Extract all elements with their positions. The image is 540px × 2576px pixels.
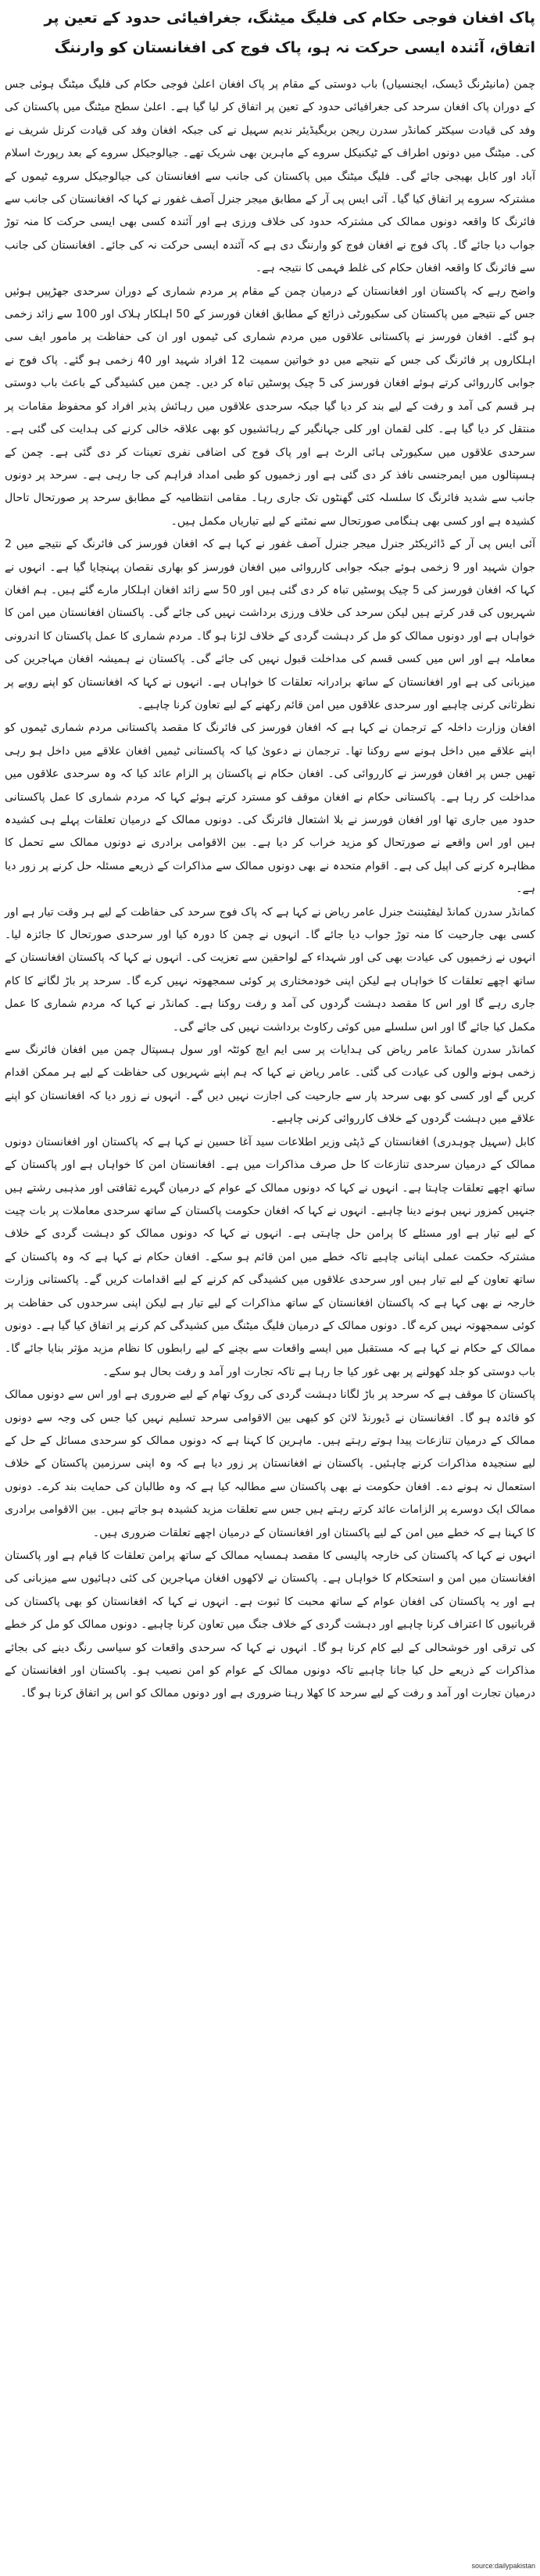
article-paragraph: واضح رہے کہ پاکستان اور افغانستان کے درمیان چمن کے مقام پر مردم شماری کے دوران سرحدی جھڑپیں ہوئیں جس کے نتیجے میں پاکستان کی سکیورٹی ذرائع کے مطابق افغان فورسز کے 50 اہلکار ہلاک اور 100 سے زائد زخمی ہو گئے۔ افغان فورسز نے پاکستانی علاقوں میں مردم شماری کی ٹیموں اور ان کی حفاظت پر مامور ایف سی اہلکاروں پر فائرنگ کی جس کے نتیجے میں دو خواتین سمیت 12 افراد شہید اور 40 زخمی ہو گئے۔ پاک فوج نے جوابی کارروائی کرتے ہوئے افغان فورسز کی 5 چیک پوسٹیں تباہ کر دیں۔ چمن میں کشیدگی کے باعث باب دوستی ہر قسم کی آمد و رفت کے لیے بند کر دیا گیا جبکہ سرحدی علاقوں میں رہائش پذیر افراد کو محفوظ مقامات پر منتقل کر دیا گیا ہے۔ کلی لقمان اور کلی جہانگیر کے رہائشیوں کو بھی علاقہ خالی کرنے کی ہدایت کی گئی ہے۔ سرحدی علاقوں میں سکیورٹی ہائی الرٹ ہے اور پاک فوج کی اضافی نفری تعینات کر دی گئی ہے۔ چمن کے ہسپتالوں میں ایمرجنسی نافذ کر دی گئی ہے اور زخمیوں کو طبی امداد فراہم کی جا رہی ہے۔ سرحد پر دونوں جانب سے شدید فائرنگ کا سلسلہ کئی گھنٹوں تک جاری رہا۔ مقامی انتظامیہ کے مطابق سرحد پر صورتحال تاحال کشیدہ ہے اور کسی بھی ہنگامی صورتحال سے نمٹنے کے لیے تیاریاں مکمل ہیں۔ bbox=[5, 285, 536, 528]
article-paragraph: پاکستان کا موقف ہے کہ سرحد پر باڑ لگانا دہشت گردی کی روک تھام کے لیے ضروری ہے اور اس سے دونوں ممالک کو فائدہ ہو گا۔ افغانستان نے ڈیورنڈ لائن کو کبھی بین الاقوامی سرحد تسلیم نہیں کیا جس کی وجہ سے دونوں ممالک کے درمیان تنازعات پیدا ہوتے رہتے ہیں۔ ماہرین کا کہنا ہے کہ دونوں ممالک کو سرحدی مسائل کے حل کے لیے سنجیدہ مذاکرات کرنے چاہئیں۔ پاکستان نے افغانستان پر زور دیا ہے کہ وہ اپنی سرزمین پاکستان کے خلاف استعمال نہ ہونے دے۔ افغان حکومت نے بھی پاکستان سے مطالبہ کیا ہے کہ وہ طالبان کی حمایت بند کرے۔ دونوں ممالک ایک دوسرے پر الزامات عائد کرتے رہتے ہیں جس سے تعلقات مزید کشیدہ ہو جاتے ہیں۔ بین الاقوامی برادری کا کہنا ہے کہ خطے میں امن کے لیے پاکستان اور افغانستان کے درمیان اچھے تعلقات ضروری ہیں۔ bbox=[5, 1388, 535, 1539]
source-credit: source:dailypakistan bbox=[471, 2562, 535, 2570]
article-headline: پاک افغان فوجی حکام کی فلیگ میٹنگ، جغرافیائی حدود کے تعین پر اتفاق، آئندہ ایسی حرکت نہ ہو، پاک فوج کی افغانستان کو وارننگ bbox=[44, 9, 535, 56]
article-body bbox=[5, 73, 535, 1706]
article-paragraph: انہوں نے کہا کہ پاکستان کی خارجہ پالیسی کا مقصد ہمسایہ ممالک کے ساتھ پرامن تعلقات کا قیام ہے اور پاکستان افغانستان میں امن و استحکام کا خواہاں ہے۔ پاکستان نے لاکھوں افغان مہاجرین کی کئی دہائیوں سے میزبانی کی ہے اور یہ پاکستان کی افغان عوام کے ساتھ محبت کا ثبوت ہے۔ انہوں نے کہا کہ افغانستان کو بھی پاکستان کی قربانیوں کا اعتراف کرنا چاہیے اور دہشت گردی کے خلاف جنگ میں تعاون کرنا چاہیے۔ دونوں ممالک کو مل کر خطے کی ترقی اور خوشحالی کے لیے کام کرنا ہو گا۔ انہوں نے کہا کہ سرحدی واقعات کو سیاسی رنگ دینے کی بجائے مذاکرات کے ذریعے حل کیا جانا چاہیے تاکہ دونوں ممالک کے عوام کو امن نصیب ہو۔ پاکستان اور افغانستان کے درمیان تجارت اور آمد و رفت کے لیے سرحد کا کھلا رہنا ضروری ہے اور دونوں ممالک کو اس پر اتفاق کرنا ہو گا۔ bbox=[5, 1550, 535, 1700]
article-paragraph: افغان وزارت داخلہ کے ترجمان نے کہا ہے کہ افغان فورسز کی فائرنگ کا مقصد پاکستانی مردم شماری ٹیموں کو اپنے علاقے میں داخل ہونے سے روکنا تھا۔ ترجمان نے دعویٰ کیا کہ پاکستانی ٹیمیں افغان علاقے میں داخل ہو رہی تھیں جس پر افغان فورسز نے کارروائی کی۔ افغان حکام نے پاکستان پر الزام عائد کیا کہ وہ سرحدی علاقوں میں مداخلت کر رہا ہے۔ پاکستانی حکام نے افغان موقف کو مسترد کرتے ہوئے کہا کہ مردم شماری کا عمل پاکستانی حدود میں جاری تھا اور افغان فورسز نے بلا اشتعال فائرنگ کی۔ دونوں ممالک کے درمیان تعلقات پہلے ہی کشیدہ ہیں اور اس واقعے نے صورتحال کو مزید خراب کر دیا ہے۔ بین الاقوامی برادری نے دونوں ممالک سے تحمل کا مظاہرہ کرنے کی اپیل کی ہے۔ اقوام متحدہ نے بھی دونوں ممالک سے مذاکرات کے ذریعے مسئلہ حل کرنے پر زور دیا ہے۔ bbox=[5, 722, 535, 896]
article-paragraph: چمن (مانیٹرنگ ڈیسک، ایجنسیاں) باب دوستی کے مقام پر پاک افغان اعلیٰ فوجی حکام کی فلیگ میٹنگ ہوئی جس کے دوران پاک افغان سرحد کی جغرافیائی حدود کے تعین پر اتفاق کر لیا گیا ہے۔ اعلیٰ سطح میٹنگ میں پاکستان کی وفد کی قیادت سیکٹر کمانڈر سدرن ریجن بریگیڈیئر ندیم سہیل نے کی جبکہ افغان وفد کی قیادت کرنل شریف نے کی۔ میٹنگ میں دونوں اطراف کے ٹیکنیکل سروے کے ماہرین بھی شریک تھے۔ جیالوجیکل سروے کے بعد رپورٹ اسلام آباد اور کابل بھیجی جائے گی۔ فلیگ میٹنگ میں پاکستان کی جانب سے افغانستان کی جیالوجیکل سروے ٹیموں کے مشترکہ سروے پر اتفاق کیا گیا۔ آئی ایس پی آر کے مطابق میجر جنرل آصف غفور نے کہا کہ افغانستان کی جانب سے فائرنگ کا واقعہ دونوں ممالک کی مشترکہ حدود کی خلاف ورزی ہے اور آئندہ کسی بھی ایسی حرکت کا منہ توڑ جواب دیا جائے گا۔ پاک فوج نے افغان فوج کو وارننگ دی ہے کہ آئندہ ایسی حرکت نہ کی جائے۔ افغانستان کی جانب سے فائرنگ کا واقعہ افغان حکام کی غلط فہمی کا نتیجہ ہے۔ bbox=[5, 78, 535, 275]
article-paragraph: کمانڈر سدرن کمانڈ لیفٹیننٹ جنرل عامر ریاض نے کہا ہے کہ پاک فوج سرحد کی حفاظت کے لیے ہر وقت تیار ہے اور کسی بھی جارحیت کا منہ توڑ جواب دیا جائے گا۔ انہوں نے چمن کا دورہ کیا اور سرحدی صورتحال کا جائزہ لیا۔ انہوں نے زخمیوں کی عیادت بھی کی اور شہداء کے لواحقین سے تعزیت کی۔ انہوں نے کہا کہ پاکستان افغانستان کے ساتھ اچھے تعلقات کا خواہاں ہے لیکن اپنی خودمختاری پر کوئی سمجھوتہ نہیں کرے گا۔ سرحد پر باڑ لگانے کا کام جاری رہے گا اور اس کا مقصد دہشت گردوں کی آمد و رفت روکنا ہے۔ کمانڈر نے کہا کہ مردم شماری کا عمل مکمل کیا جائے گا اور اس سلسلے میں کوئی رکاوٹ برداشت نہیں کی جائے گی۔ bbox=[5, 905, 535, 1034]
article-paragraph: کابل (سہیل چوہدری) افغانستان کے ڈپٹی وزیر اطلاعات سید آغا حسین نے کہا ہے کہ پاکستان اور افغانستان دونوں ممالک کے درمیان سرحدی تنازعات کا حل صرف مذاکرات میں ہے۔ افغانستان امن کا خواہاں ہے اور پاکستان کے ساتھ اچھے تعلقات چاہتا ہے۔ انہوں نے کہا کہ دونوں ممالک کے عوام کے درمیان گہرے ثقافتی اور مذہبی رشتے ہیں جنہیں کمزور نہیں ہونے دینا چاہیے۔ انہوں نے کہا کہ افغان حکومت پاکستان کے ساتھ سرحدی معاملات پر بات چیت کے لیے تیار ہے اور مسئلے کا پرامن حل چاہتی ہے۔ انہوں نے کہا کہ دونوں ممالک کو دہشت گردی کے خلاف مشترکہ حکمت عملی اپنانی چاہیے تاکہ خطے میں امن قائم ہو سکے۔ افغان حکام نے کہا ہے کہ وہ پاکستان کے ساتھ تعاون کے لیے تیار ہیں اور سرحدی علاقوں میں کشیدگی کم کرنے کے لیے اقدامات کریں گے۔ پاکستانی وزارت خارجہ نے بھی کہا ہے کہ پاکستان افغانستان کے ساتھ مذاکرات کے لیے تیار ہے لیکن اپنی سرحدوں کی حفاظت پر کوئی سمجھوتہ نہیں کرے گا۔ دونوں ممالک کے درمیان فلیگ میٹنگ میں کشیدگی کم کرنے پر اتفاق کیا گیا ہے۔ دونوں ممالک کے حکام نے کہا ہے کہ مستقبل میں ایسے واقعات سے بچنے کے لیے رابطوں کا نظام مزید مؤثر بنایا جائے گا۔ باب دوستی کو جلد کھولنے پر بھی غور کیا جا رہا ہے تاکہ تجارت اور آمد و رفت بحال ہو سکے۔ bbox=[5, 1135, 535, 1378]
article-paragraph: کمانڈر سدرن کمانڈ عامر ریاض کی ہدایات پر سی ایم ایچ کوئٹہ اور سول ہسپتال چمن میں افغان فائرنگ سے زخمی ہونے والوں کی عیادت کی گئی۔ عامر ریاض نے کہا کہ ہم اپنے شہریوں کی حفاظت کے لیے ہر ممکن اقدام کریں گے اور کسی کو بھی سرحد پار سے جارحیت کی اجازت نہیں دیں گے۔ انہوں نے زور دیا کہ افغانستان کو اپنے علاقے میں دہشت گردوں کے خلاف کارروائی کرنی چاہیے۔ bbox=[5, 1044, 535, 1126]
article-paragraph: آئی ایس پی آر کے ڈائریکٹر جنرل میجر جنرل آصف غفور نے کہا ہے کہ افغان فورسز کی فائرنگ کے نتیجے میں 2 جوان شہید اور 9 زخمی ہوئے جبکہ جوابی کارروائی میں افغان فورسز کو بھاری نقصان پہنچایا گیا ہے۔ انہوں نے کہا کہ افغان فورسز کی 5 چیک پوسٹیں تباہ کر دی گئی ہیں اور 50 سے زائد افغان اہلکار مارے گئے ہیں۔ ہم افغان شہریوں کی قدر کرتے ہیں لیکن سرحد کی خلاف ورزی برداشت نہیں کی جائے گی۔ پاکستان افغانستان میں امن کا خواہاں ہے اور دونوں ممالک کو مل کر دہشت گردی کے خلاف لڑنا ہو گا۔ مردم شماری کا عمل پاکستان کا اندرونی معاملہ ہے اور اس میں کسی قسم کی مداخلت قبول نہیں کی جائے گی۔ پاکستان نے ہمیشہ افغان مہاجرین کی میزبانی کی ہے اور افغانستان کے ساتھ برادرانہ تعلقات کا خواہاں ہے۔ انہوں نے کہا کہ افغانستان کو اپنے رویے پر نظرثانی کرنی چاہیے اور سرحدی علاقوں میں امن قائم رکھنے کے لیے تعاون کرنا چاہیے۔ bbox=[5, 538, 535, 711]
